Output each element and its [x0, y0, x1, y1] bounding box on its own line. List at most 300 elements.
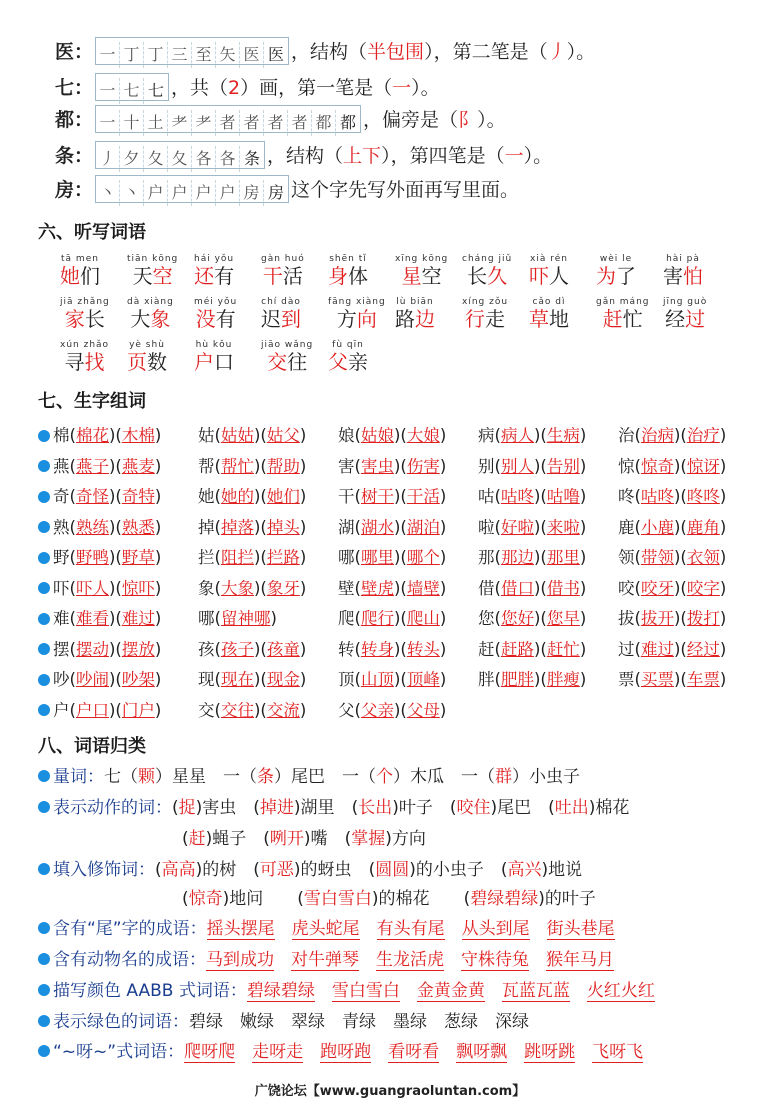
classify-row — [38, 914, 632, 944]
idiom: 雪白雪白 — [331, 981, 400, 1001]
hanzi-char: 干 — [262, 264, 283, 288]
paren: ( — [214, 639, 221, 659]
paren: ( — [214, 700, 221, 720]
stroke-row — [55, 174, 519, 206]
idiom: 爬呀爬 — [184, 1042, 236, 1062]
hanzi-char: 们 — [80, 264, 100, 288]
paren: ( — [400, 670, 407, 689]
group-word: 治病 — [640, 426, 674, 445]
hanzi-char: 行 — [465, 307, 486, 331]
fill-text: )的蚜虫 — [293, 860, 369, 880]
word-group — [338, 543, 446, 573]
group-word: 熟悉 — [121, 517, 155, 537]
group-char: 转 — [338, 639, 355, 659]
word-group — [618, 574, 726, 604]
fill-text: )害虫 — [195, 798, 254, 818]
paren: ) — [719, 426, 727, 445]
stroke-step: 十 — [120, 110, 144, 136]
group-char: 病 — [478, 426, 495, 445]
paren: ( — [69, 548, 76, 567]
spacer — [529, 950, 546, 970]
word-group — [478, 665, 586, 695]
paren: ) — [154, 548, 162, 567]
idiom: 马到成功 — [206, 950, 274, 970]
classify-row — [38, 945, 631, 975]
paren: ) — [579, 548, 587, 567]
group-char: 奇 — [53, 487, 70, 506]
group-char: 鹿 — [618, 517, 635, 537]
idiom: 猴年马月 — [546, 950, 614, 970]
word-group — [38, 574, 161, 604]
row-label: 含有“尾”字的成语： — [53, 919, 207, 939]
paren: ( — [400, 548, 407, 567]
stroke-step: 房 — [268, 182, 285, 202]
paren: ( — [494, 639, 501, 659]
paren: ( — [260, 548, 267, 567]
hanzi-char: 边 — [415, 307, 435, 331]
hanzi-char: 长 — [84, 307, 105, 331]
group-char: 哪 — [198, 609, 215, 628]
pinyin: méi yǒu — [194, 297, 238, 307]
word-group — [478, 574, 586, 604]
word-group — [338, 421, 446, 451]
group-char: 掉 — [198, 517, 215, 537]
group-word: 咕咚 — [500, 487, 534, 506]
group-word: 转身 — [360, 639, 394, 659]
pinyin: hù kǒu — [195, 340, 233, 350]
stroke-step: 耂 — [192, 110, 216, 136]
row-label: “~呀~”式词语： — [53, 1042, 185, 1062]
hanzi — [328, 307, 386, 331]
stroke-step: 至 — [192, 42, 216, 68]
paren: ) — [673, 639, 681, 659]
bullet-icon — [38, 521, 50, 533]
group-word: 燕子 — [75, 456, 109, 476]
paren: ( — [115, 487, 122, 506]
paren: ) — [719, 456, 727, 476]
spacer — [371, 1042, 388, 1062]
group-word: 伤害 — [406, 456, 440, 476]
spacer — [427, 1012, 444, 1032]
stroke-step: 一 — [96, 78, 120, 104]
group-char: 别 — [478, 456, 495, 476]
hanzi — [60, 264, 100, 288]
word-group — [198, 452, 306, 482]
paren: ( — [680, 639, 687, 659]
paren: ) — [673, 548, 681, 567]
idiom: 守株待兔 — [461, 950, 529, 970]
hanzi-char: 星 — [401, 264, 422, 288]
group-char: 干 — [338, 487, 355, 506]
group-char: 姑 — [198, 426, 215, 445]
paren: ( — [400, 609, 407, 628]
group-word: 惊讶 — [686, 456, 720, 476]
fill-answer: 掉进 — [259, 798, 294, 818]
hanzi-char: 路 — [395, 307, 415, 331]
group-word: 咕噜 — [546, 487, 580, 506]
hanzi-char: 还 — [194, 264, 215, 288]
paren: ) — [439, 517, 447, 537]
hanzi-char: 吓 — [529, 264, 549, 288]
paren: ) — [719, 548, 727, 567]
bullet-icon — [38, 984, 50, 996]
word-group — [38, 452, 161, 482]
paren: ) — [154, 609, 162, 628]
group-word: 门户 — [121, 700, 155, 720]
group-char: 娘 — [338, 426, 355, 445]
idiom: 对牛弹琴 — [291, 950, 359, 970]
paren: ) — [108, 548, 116, 567]
hanzi-char: 地 — [549, 307, 569, 331]
group-word: 惊奇 — [640, 456, 674, 476]
paren: ( — [540, 670, 547, 689]
group-word: 告别 — [546, 456, 580, 476]
paren: ( — [540, 456, 547, 476]
pinyin: xīng kōng — [395, 254, 449, 264]
paren: ( — [354, 639, 361, 659]
paren: ) — [393, 639, 401, 659]
stroke-text: ）。 — [523, 145, 553, 167]
word-group — [338, 635, 446, 665]
paren: ( — [214, 670, 221, 689]
spacer — [274, 950, 291, 970]
group-char: 借 — [478, 578, 495, 598]
hanzi-char: 父 — [328, 350, 348, 374]
hanzi — [194, 264, 234, 288]
hanzi — [663, 264, 703, 288]
paren: ( — [634, 548, 641, 567]
hanzi — [395, 307, 435, 331]
group-word: 转头 — [406, 639, 440, 659]
idiom: 走呀走 — [252, 1042, 304, 1062]
group-word: 奇特 — [121, 487, 155, 506]
bullet-icon — [38, 1015, 50, 1027]
group-word: 吓人 — [75, 578, 109, 598]
group-word: 哪里 — [360, 548, 394, 567]
row-label: 含有动物名的成语： — [53, 950, 206, 970]
paren: ) — [154, 578, 162, 598]
group-word: 带领 — [640, 548, 674, 567]
paren: ( — [253, 860, 260, 880]
paren: ( — [214, 548, 221, 567]
stroke-boxes — [95, 105, 361, 133]
fill-answer: 捉 — [178, 798, 196, 818]
hanzi-char: 她 — [60, 264, 80, 288]
fill-text: )蝇子 — [205, 829, 264, 849]
paren: ) — [719, 670, 727, 689]
spacer — [655, 981, 672, 1001]
paren: ( — [494, 456, 501, 476]
group-char: 拔 — [618, 609, 635, 628]
group-word: 父亲 — [360, 700, 394, 720]
paren: ) — [579, 609, 587, 628]
paren: ) — [253, 700, 261, 720]
word-group — [478, 452, 586, 482]
paren: ( — [354, 548, 361, 567]
stroke-answer: 一 — [504, 145, 524, 167]
stroke-row — [55, 36, 595, 68]
paren: ) — [108, 517, 116, 537]
word-group-row — [38, 574, 778, 604]
paren: ( — [400, 487, 407, 506]
word-group — [198, 543, 306, 573]
group-word: 经过 — [686, 639, 720, 659]
stroke-step: 条 — [244, 148, 261, 168]
idiom: 生龙活虎 — [376, 950, 444, 970]
group-word: 孩童 — [266, 639, 300, 659]
dictation-word — [395, 297, 435, 331]
spacer — [235, 1042, 252, 1062]
fill-answer: 个 — [376, 767, 393, 787]
group-word: 治疗 — [686, 426, 720, 445]
group-word: 难看 — [75, 609, 109, 628]
paren: ( — [354, 426, 361, 445]
group-word: 姑娘 — [360, 426, 394, 445]
classify-row — [38, 762, 597, 792]
word-group — [618, 452, 726, 482]
bullet-icon — [38, 953, 50, 965]
bullet-icon — [38, 801, 50, 813]
group-word: 害虫 — [360, 456, 394, 476]
paren: ) — [719, 578, 727, 598]
group-char: 交 — [198, 700, 215, 720]
paren: ) — [154, 639, 162, 659]
idiom: 虎头蛇尾 — [291, 919, 360, 939]
section-heading-word-groups: 七、生字组词 — [38, 391, 146, 412]
paren: ( — [540, 639, 547, 659]
paren: ( — [634, 578, 641, 598]
paren: ) — [579, 517, 587, 537]
group-char: 吵 — [53, 670, 70, 689]
word-group-row — [38, 421, 778, 451]
fill-text: ）尾巴 — [274, 767, 342, 787]
word-group-row — [38, 604, 778, 634]
paren: ( — [172, 798, 179, 818]
paren: ( — [115, 609, 122, 628]
paren: ) — [579, 578, 587, 598]
fill-text: )的棉花 — [371, 889, 464, 909]
group-word: 留神哪 — [220, 609, 271, 628]
group-char: 票 — [618, 670, 635, 689]
pinyin: xíng zǒu — [462, 297, 509, 307]
spacer — [359, 950, 376, 970]
paren: ( — [400, 517, 407, 537]
paren: ( — [344, 829, 352, 849]
hanzi-char: 人 — [549, 264, 569, 288]
paren: ) — [673, 578, 681, 598]
paren: ) — [393, 426, 401, 445]
paren: ( — [69, 700, 76, 720]
stroke-boxes — [95, 37, 289, 65]
stroke-step: 丁 — [144, 42, 168, 68]
stroke-colon: ： — [74, 145, 94, 167]
paren: ( — [115, 548, 122, 567]
paren: ) — [108, 426, 116, 445]
footer-site: 广饶论坛【www.guangraoluntan.com】 — [254, 1084, 526, 1099]
paren: ) — [673, 517, 681, 537]
group-word: 姑姑 — [220, 426, 254, 445]
stroke-step: 七 — [148, 80, 165, 100]
hanzi-char: 忙 — [622, 307, 643, 331]
paren: ( — [214, 517, 221, 537]
classify-row — [182, 824, 443, 854]
paren: ( — [400, 578, 407, 598]
dictation-word — [663, 254, 703, 288]
hanzi — [127, 307, 174, 331]
paren: ) — [299, 578, 307, 598]
group-char: 帮 — [198, 456, 215, 476]
stroke-step: 者 — [288, 110, 312, 136]
paren: ( — [69, 609, 76, 628]
paren: ) — [719, 487, 727, 506]
paren: ) — [393, 548, 401, 567]
paren: ( — [634, 456, 641, 476]
fill-answer: 可恶 — [259, 860, 294, 880]
group-word: 拦路 — [266, 548, 300, 567]
group-char: 现 — [198, 670, 215, 689]
pinyin: cǎo dì — [532, 297, 566, 307]
paren: ( — [354, 578, 361, 598]
group-word: 棉花 — [75, 426, 109, 445]
spacer — [529, 1012, 546, 1032]
stroke-text: ），第二笔是（ — [424, 41, 548, 63]
group-word: 吵闹 — [75, 670, 109, 689]
hanzi-char: 空 — [152, 264, 173, 288]
fill-text: )的小虫子 — [409, 860, 501, 880]
paren: ) — [579, 487, 587, 506]
hanzi-char: 没 — [195, 307, 216, 331]
group-word: 湖水 — [360, 517, 394, 537]
hanzi-char: 赶 — [602, 307, 623, 331]
word-group-row — [38, 452, 778, 482]
paren: ) — [673, 456, 681, 476]
fill-text: ）星星 — [155, 767, 223, 787]
paren: ) — [253, 578, 261, 598]
hanzi-char: 寻 — [64, 350, 85, 374]
spacer — [400, 981, 417, 1001]
fill-answer: 赶 — [188, 829, 206, 849]
hanzi — [194, 350, 234, 374]
hanzi — [261, 350, 313, 374]
idiom: 葱绿 — [444, 1012, 478, 1032]
paren: ( — [540, 609, 547, 628]
stroke-colon: ： — [74, 109, 94, 131]
stroke-step: 者 — [240, 110, 264, 136]
stroke-text: ）。 — [411, 77, 440, 99]
dictation-word — [60, 254, 100, 288]
dictation-word — [663, 297, 707, 331]
word-group — [618, 604, 726, 634]
paren: ) — [299, 548, 307, 567]
classify-row — [38, 855, 599, 885]
paren: ) — [439, 548, 447, 567]
fill-answer: 高兴 — [507, 860, 542, 880]
idiom: 街头巷尾 — [546, 919, 615, 939]
stroke-char: 医 — [55, 41, 75, 63]
stroke-text: ），第四笔是（ — [381, 145, 505, 167]
idiom: 跑呀跑 — [320, 1042, 372, 1062]
group-char: 户 — [53, 700, 70, 720]
paren: ( — [182, 829, 189, 849]
group-word: 拨打 — [686, 609, 720, 628]
bullet-icon — [38, 770, 50, 782]
paren: ( — [214, 487, 221, 506]
group-word: 那边 — [500, 548, 534, 567]
paren: ) — [299, 670, 307, 689]
group-word: 买票 — [640, 670, 674, 689]
word-group — [38, 635, 161, 665]
paren: ( — [115, 517, 122, 537]
paren: ( — [494, 487, 501, 506]
hanzi-char: 家 — [64, 307, 85, 331]
group-word: 难过 — [121, 609, 155, 628]
spacer — [303, 1042, 320, 1062]
fill-answer: 吐出 — [554, 798, 589, 818]
group-word: 阻拦 — [220, 548, 254, 567]
section-heading-dictation: 六、听写词语 — [38, 222, 146, 243]
paren: ( — [182, 889, 189, 909]
idiom: 从头到尾 — [461, 919, 530, 939]
group-word: 壁虎 — [360, 578, 394, 598]
paren: ) — [299, 639, 307, 659]
classify-row — [38, 793, 646, 823]
paren: ) — [393, 456, 401, 476]
group-char: 领 — [618, 548, 635, 567]
group-word: 赶忙 — [546, 639, 580, 659]
pinyin: tā men — [61, 254, 99, 264]
group-word: 难过 — [640, 639, 674, 659]
group-char: 她 — [198, 487, 215, 506]
word-group — [478, 635, 586, 665]
hanzi-char: 找 — [84, 350, 105, 374]
paren: ) — [439, 426, 447, 445]
group-word: 交往 — [220, 700, 254, 720]
word-group — [198, 574, 306, 604]
paren: ( — [368, 860, 376, 880]
paren: ) — [579, 639, 587, 659]
word-group-row — [38, 665, 778, 695]
hanzi-char: 天 — [132, 264, 153, 288]
stroke-answer: 2 — [228, 77, 241, 99]
word-group — [618, 543, 726, 573]
paren: ( — [680, 517, 687, 537]
word-group-row — [38, 482, 778, 512]
stroke-step: 一 — [96, 110, 120, 136]
group-word: 现在 — [220, 670, 254, 689]
paren: ( — [494, 426, 501, 445]
group-word: 惊吓 — [121, 578, 155, 598]
hanzi — [127, 264, 178, 288]
group-char: 那 — [478, 548, 495, 567]
hanzi-char: 页 — [127, 350, 147, 374]
paren: ( — [540, 426, 547, 445]
paren: ) — [108, 456, 116, 476]
paren: ) — [439, 609, 447, 628]
group-char: 咬 — [618, 578, 635, 598]
hanzi-char: 怕 — [683, 264, 703, 288]
hanzi-char: 向 — [356, 307, 377, 331]
group-word: 大象 — [220, 578, 254, 598]
paren: ) — [108, 487, 116, 506]
paren: ( — [69, 670, 76, 689]
group-word: 别人 — [500, 456, 534, 476]
group-word: 胖瘦 — [546, 670, 580, 689]
group-word: 摆放 — [121, 639, 155, 659]
paren: ) — [719, 639, 727, 659]
stroke-answer: 一 — [392, 77, 412, 99]
paren: ( — [540, 487, 547, 506]
bullet-icon — [38, 613, 50, 625]
